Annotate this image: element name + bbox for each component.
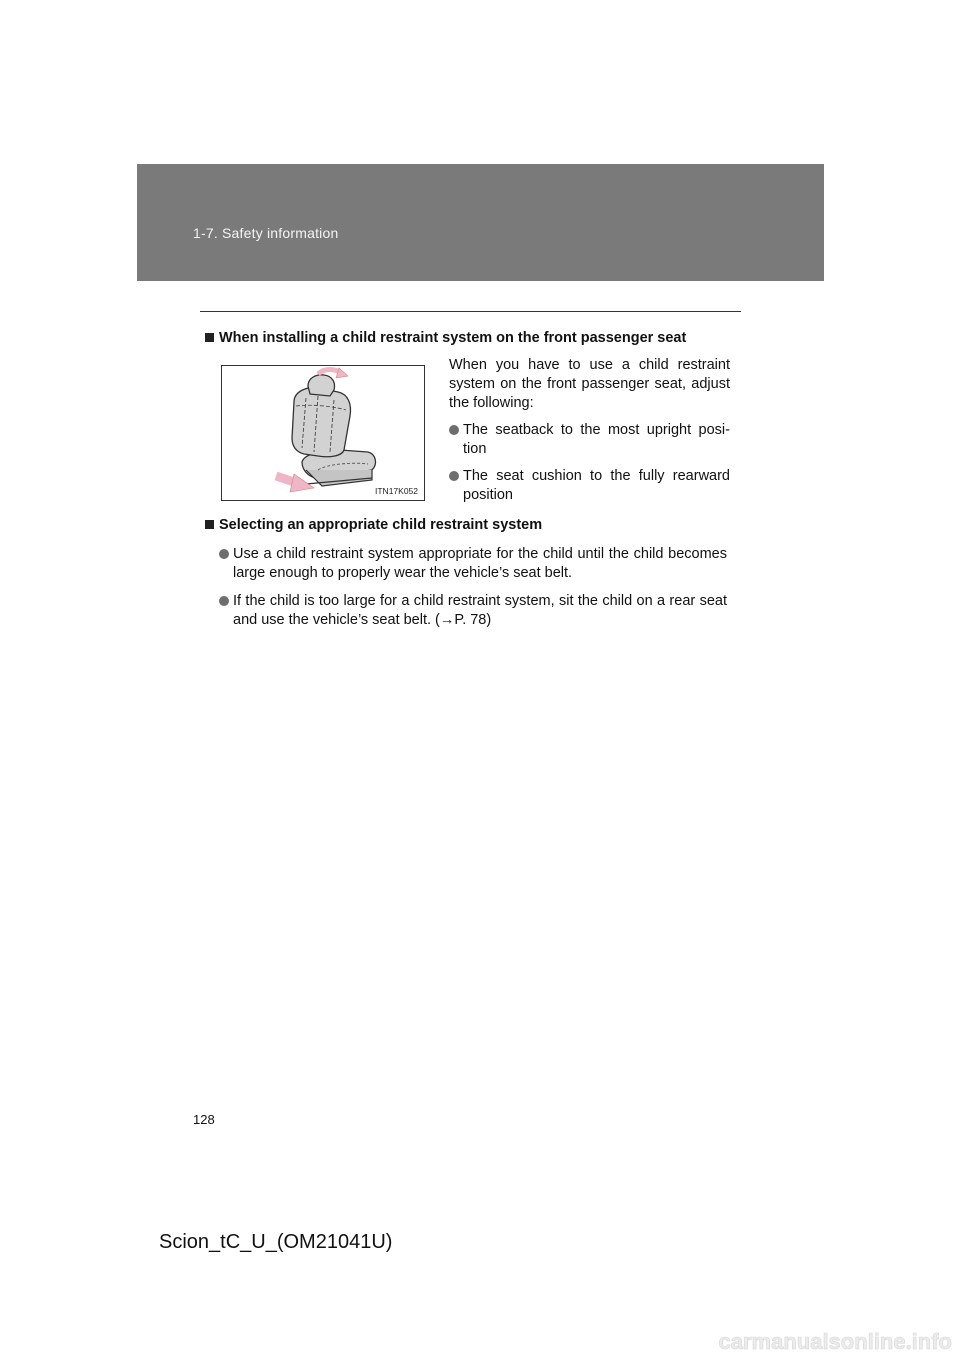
heading-text: Selecting an appropriate child restraint system	[219, 517, 543, 533]
svg-text:carmanualsonline.info: carmanualsonline.info	[718, 1329, 952, 1354]
seat-illustration	[221, 365, 425, 501]
watermark-logo	[0, 1325, 960, 1358]
square-bullet-icon	[205, 520, 214, 529]
list-item: If the child is too large for a child restraint system, sit the child on a rear seat and use the vehicle’s seat belt. (→P. 78)	[219, 592, 727, 630]
square-bullet-icon	[205, 333, 214, 342]
circle-bullet-icon	[219, 549, 229, 559]
seat-adjust-icon	[222, 366, 424, 500]
circle-bullet-icon	[449, 425, 459, 435]
section-label: 1-7. Safety information	[193, 225, 339, 241]
heading-front-passenger	[205, 330, 686, 346]
front-seat-description	[449, 356, 730, 513]
header-band	[137, 164, 824, 281]
heading-text: When installing a child restraint system on the front passenger seat	[219, 330, 687, 346]
top-rule	[200, 311, 741, 312]
list-item: The seat cushion to the fully rearward position	[449, 467, 730, 505]
heading-selecting-system	[205, 517, 542, 533]
document-id: Scion_tC_U_(OM21041U)	[159, 1231, 393, 1253]
circle-bullet-icon	[219, 596, 229, 606]
page-number: 128	[193, 1112, 215, 1127]
intro-text: When you have to use a child restraint system on the front passenger seat, adjust the following:	[449, 357, 730, 411]
list-item: Use a child restraint system appropriate for the child until the child becomes large enough to properly wear the vehicle’s seat belt.	[219, 545, 727, 583]
figure-code: ITN17K052	[375, 486, 418, 496]
circle-bullet-icon	[449, 471, 459, 481]
selection-bullets	[219, 545, 727, 639]
list-item: The seatback to the most upright posi-tion	[449, 421, 730, 459]
